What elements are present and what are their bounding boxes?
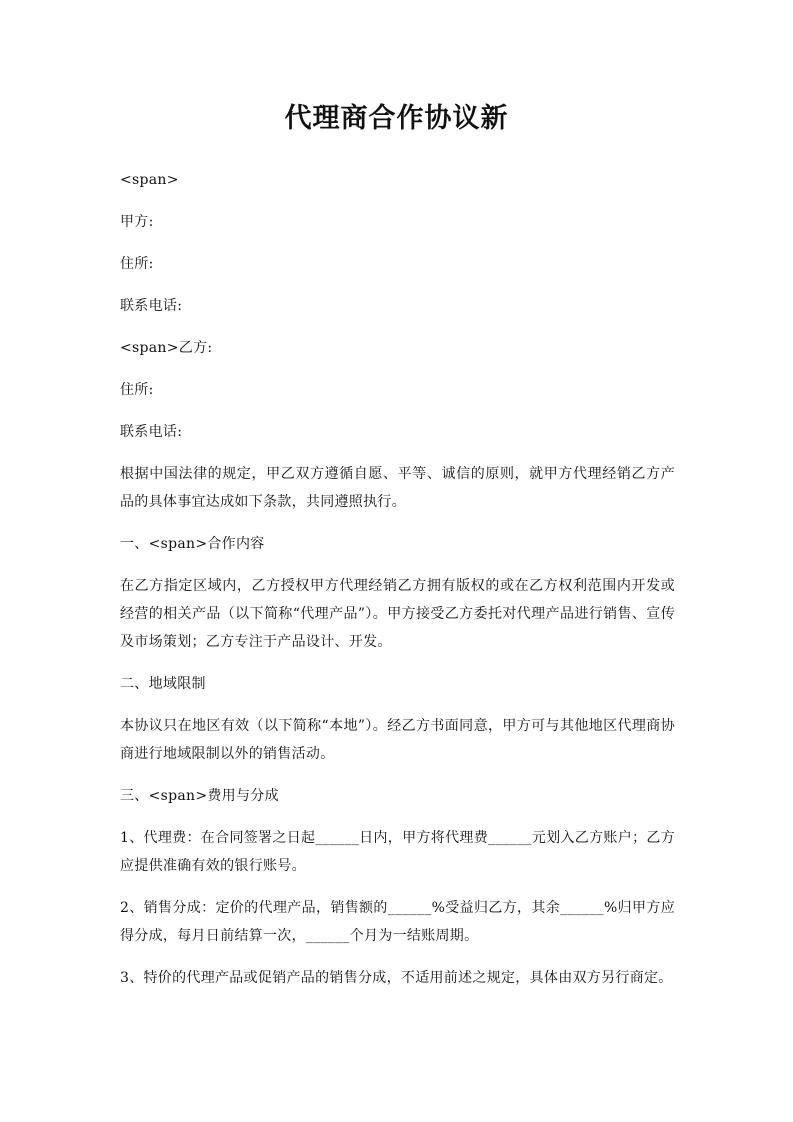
phone-b-line: 联系电话:: [120, 424, 183, 440]
document-body: [120, 166, 675, 1006]
intro-paragraph: 根据中国法律的规定，甲乙双方遵循自愿、平等、诚信的原则，就甲方代理经销乙方产品的具体事宜达成如下条款，共同遵照执行。: [120, 466, 675, 510]
section-2-paragraph: 本协议只在地区有效（以下简称“本地”）。经乙方书面同意，甲方可与其他地区代理商协商进行地域限制以外的销售活动。: [120, 718, 675, 762]
address-b-line: 住所:: [120, 382, 154, 398]
section-1-heading: 一、<span>合作内容: [120, 536, 265, 552]
phone-a-line: 联系电话:: [120, 298, 183, 314]
party-a-line: 甲方:: [120, 214, 154, 230]
clause-3-paragraph: 3、特价的代理产品或促销产品的销售分成，不适用前述之规定，具体由双方另行商定。: [120, 970, 673, 986]
span-tag-line: <span>: [120, 172, 179, 188]
document-title: 代理商合作协议新: [284, 103, 509, 134]
section-3-heading: 三、<span>费用与分成: [120, 788, 279, 804]
section-2-heading: 二、地域限制: [120, 676, 206, 692]
section-1-paragraph: 在乙方指定区域内，乙方授权甲方代理经销乙方拥有版权的或在乙方权利范围内开发或经营的相关产品（以下简称“代理产品”）。甲方接受乙方委托对代理产品进行销售、宣传及市场策划；乙方专注于产品设计、开发。: [120, 578, 675, 650]
clause-1-paragraph: 1、代理费：在合同签署之日起______日内，甲方将代理费______元划入乙方账户；乙方应提供准确有效的银行账号。: [120, 830, 675, 874]
address-a-line: 住所:: [120, 256, 154, 272]
clause-2-paragraph: 2、销售分成：定价的代理产品，销售额的______%受益归乙方，其余______%归甲方应得分成，每月日前结算一次，______个月为一结账周期。: [120, 900, 675, 944]
party-b-line: <span>乙方:: [120, 340, 213, 356]
